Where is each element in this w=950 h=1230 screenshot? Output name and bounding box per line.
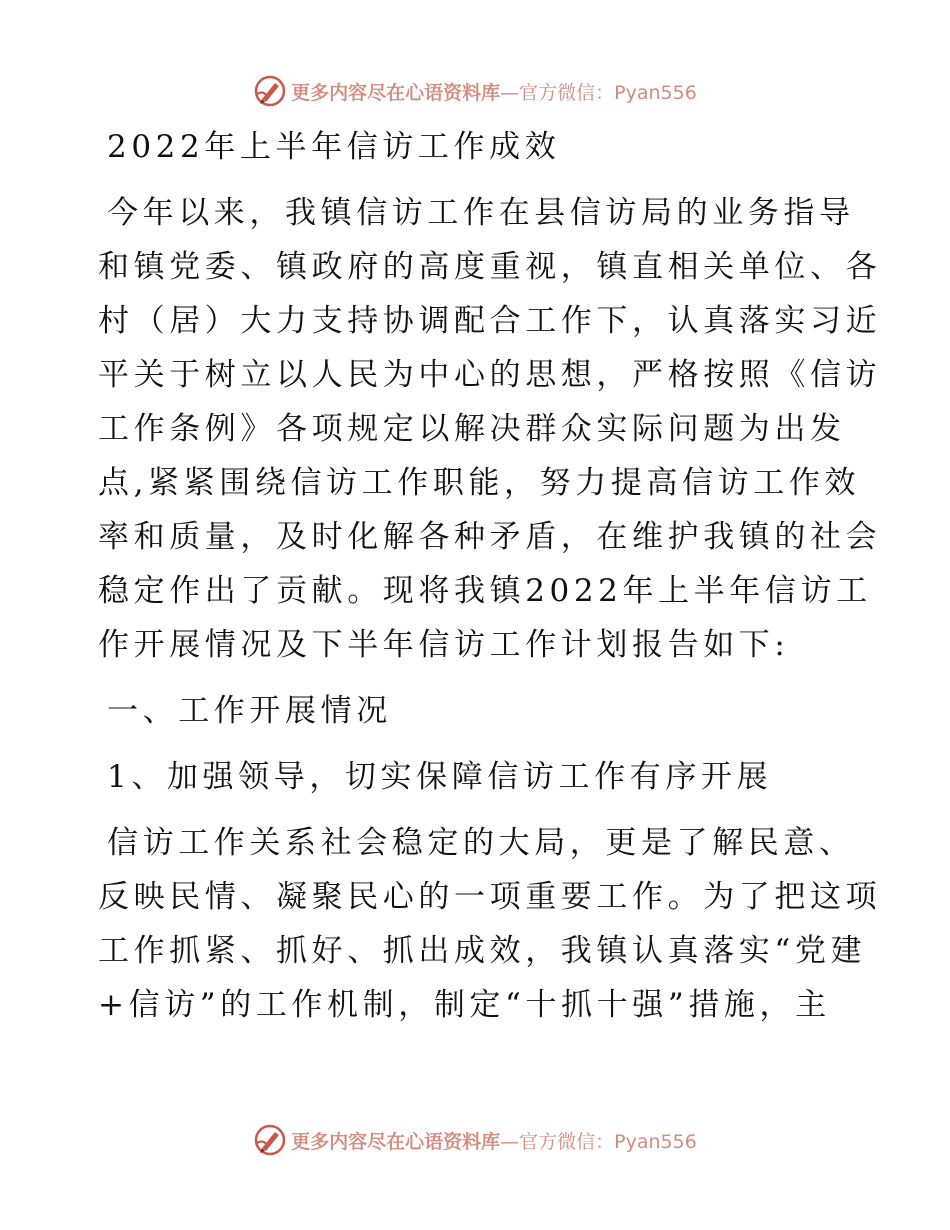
pen-logo-icon [253,1123,287,1157]
intro-line: 和镇党委、镇政府的高度重视，镇直相关单位、各 [98,249,882,285]
intro-line: 今年以来，我镇信访工作在县信访局的业务指导 [107,195,855,231]
document-title: 2022年上半年信访工作成效 [107,129,561,165]
watermark-sub-text: —官方微信：Pyan556 [500,81,697,104]
intro-line: 工作条例》各项规定以解决群众实际问题为出发 [98,411,846,447]
subsection-heading: 1、加强领导，切实保障信访工作有序开展 [107,759,773,795]
document-body [98,120,882,1032]
section-heading: 一、工作开展情况 [107,693,392,729]
body-line: 工作抓紧、抓好、抓出成效，我镇认真落实“党建 [98,933,867,969]
watermark-footer [0,1120,950,1160]
intro-line: 平关于树立以人民为中心的思想，严格按照《信访 [98,357,882,393]
intro-line: 作开展情况及下半年信访工作计划报告如下: [98,627,790,663]
pen-logo-icon [253,74,287,108]
intro-line: 点,紧紧围绕信访工作职能，努力提高信访工作效 [98,465,861,501]
intro-line: 稳定作出了贡献。现将我镇2022年上半年信访工 [98,573,872,609]
watermark-main-text: 更多内容尽在心语资料库 [291,1130,501,1153]
watermark-header [0,71,950,111]
watermark-main-text: 更多内容尽在心语资料库 [291,81,501,104]
body-line: +信访”的工作机制，制定“十抓十强”措施，主 [98,987,831,1023]
body-line: 反映民情、凝聚民心的一项重要工作。为了把这项 [98,879,882,915]
body-line: 信访工作关系社会稳定的大局，更是了解民意、 [107,825,855,861]
intro-line: 村（居）大力支持协调配合工作下，认真落实习近 [98,303,882,339]
watermark-sub-text: —官方微信：Pyan556 [500,1130,697,1153]
intro-line: 率和质量，及时化解各种矛盾，在维护我镇的社会 [98,519,882,555]
